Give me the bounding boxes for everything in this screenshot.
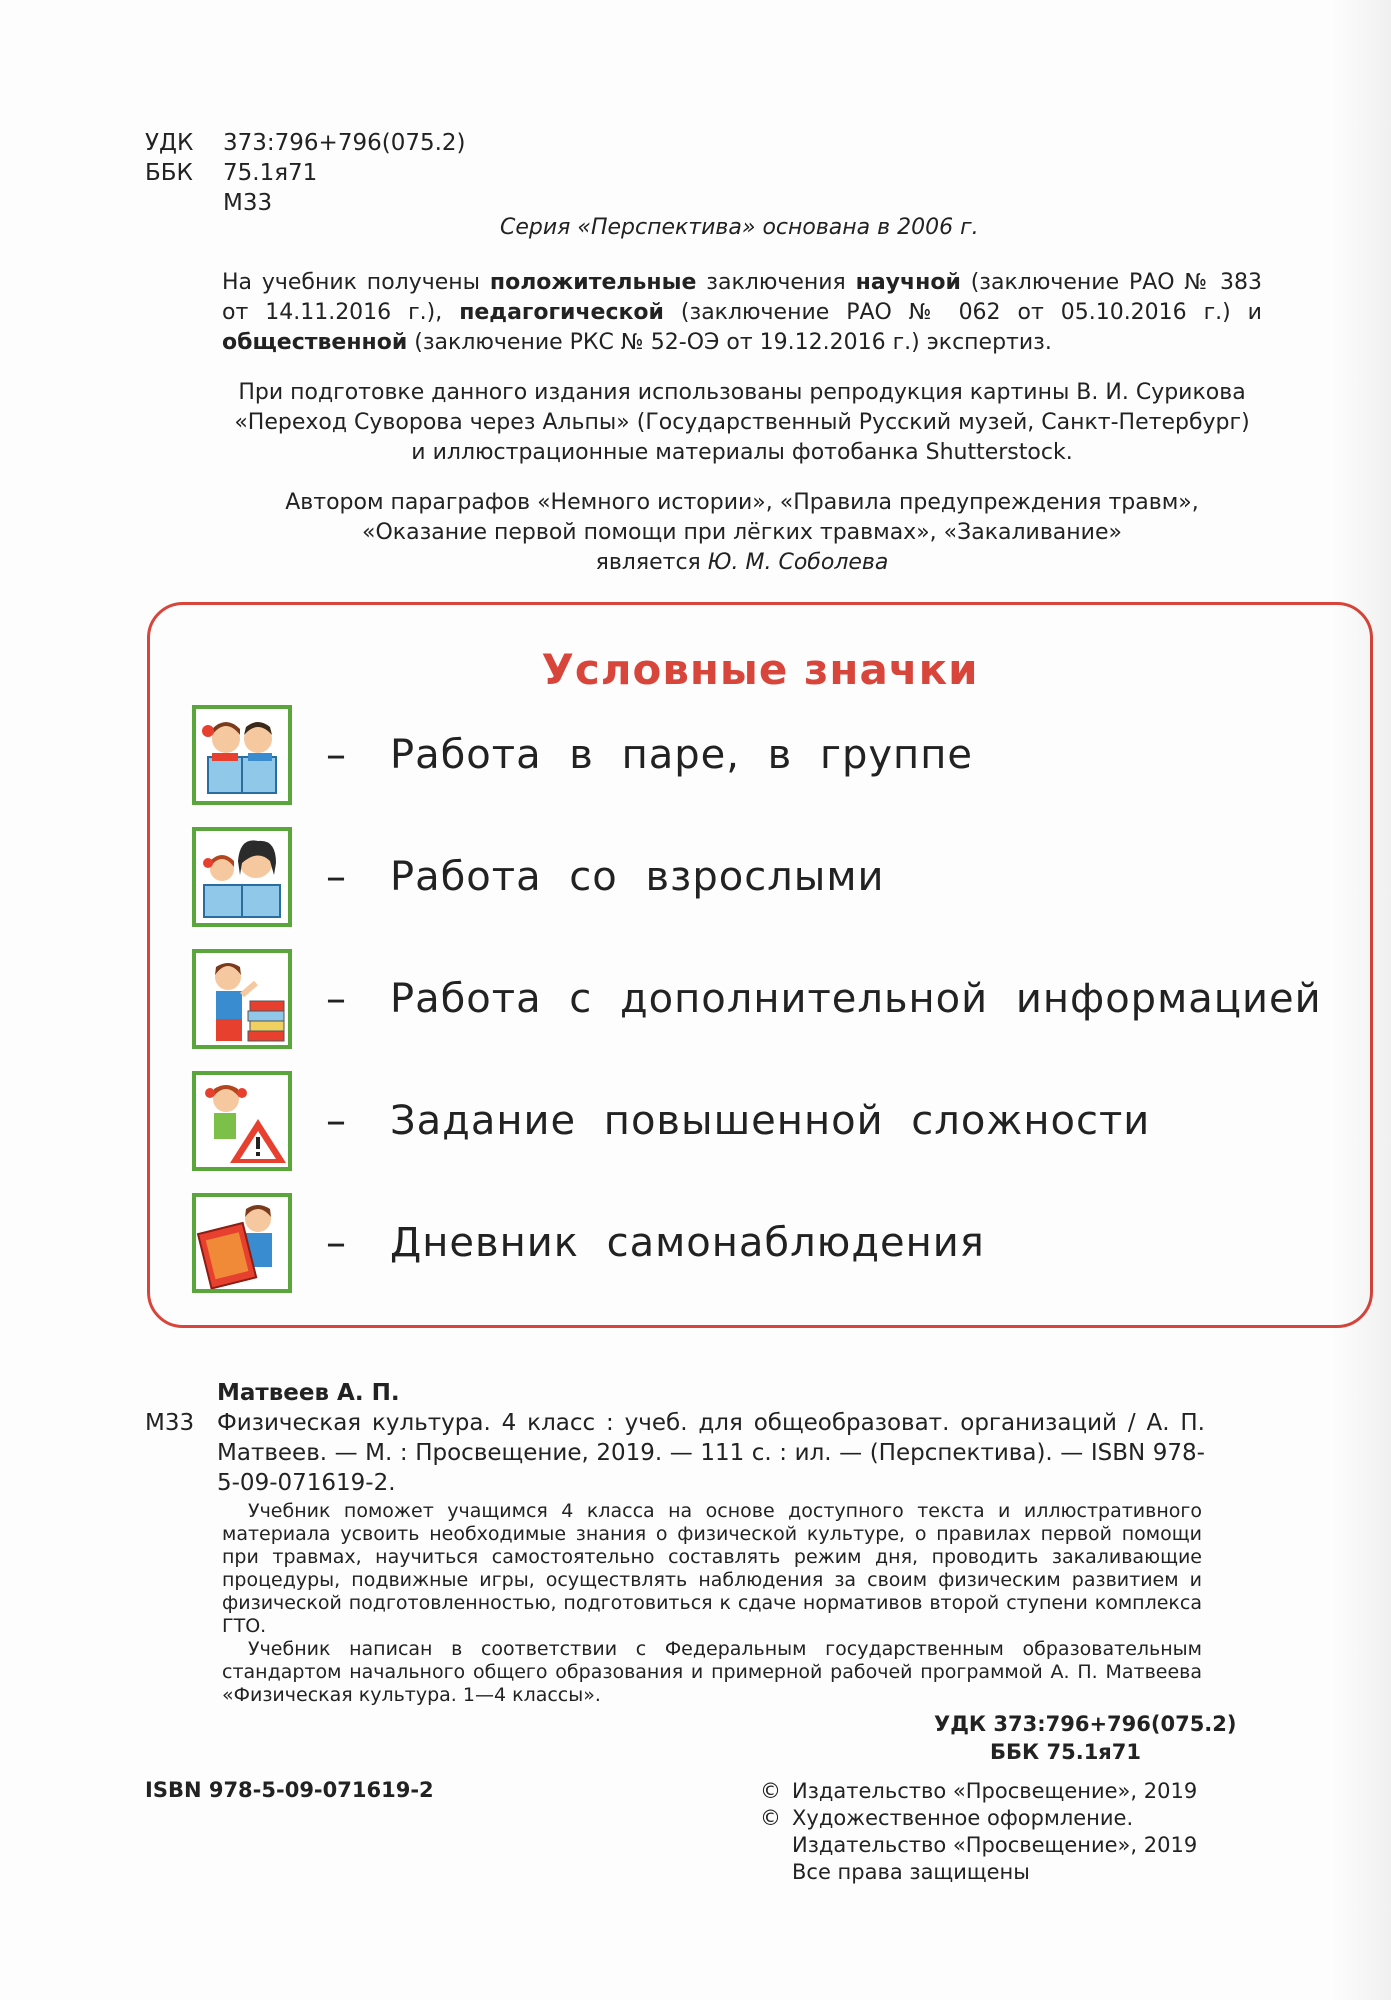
reviews-bold-2: научной <box>855 270 961 295</box>
adult-work-icon <box>192 827 292 927</box>
copyright-line: Все права защищены <box>792 1860 1030 1884</box>
bibliography-author: Матвеев А. П. <box>217 1380 400 1406</box>
author-code-row <box>145 188 466 218</box>
footer-udk: УДК 373:796+796(075.2) <box>934 1712 1237 1736</box>
reviews-bold-4: общественной <box>222 330 408 355</box>
footer-bbk: ББК 75.1я71 <box>990 1740 1142 1764</box>
author-note <box>222 488 1262 578</box>
pair-work-icon <box>192 705 292 805</box>
author-note-line: Автором параграфов «Немного истории», «Правила предупреждения травм», <box>285 490 1199 515</box>
reviews-text-4: (заключение РАО № 062 от 05.10.2016 г.) и <box>663 300 1262 325</box>
author-name: Ю. М. Соболева <box>707 550 889 575</box>
reproduction-note <box>222 378 1262 468</box>
reproduction-line: «Переход Суворова через Альпы» (Государственный Русский музей, Санкт-Петербург) <box>234 410 1250 435</box>
legend-item <box>192 947 1322 1051</box>
udk-row <box>145 128 466 158</box>
page-edge-shadow <box>1331 0 1391 2000</box>
legend-item <box>192 825 885 929</box>
reviews-bold-3: педагогической <box>459 300 664 325</box>
legend-dash: – <box>326 1098 346 1144</box>
reviews-text-5: (заключение РКС № 52-ОЭ от 19.12.2016 г.) экспертиз. <box>407 330 1052 355</box>
legend-item <box>192 703 973 807</box>
reviews-text-3: (заключение РАО № 383 от 14.11.2016 г.), <box>222 270 1263 325</box>
reviews-text-1: На учебник получены <box>222 270 490 295</box>
diary-icon <box>192 1193 292 1293</box>
legend-item <box>192 1069 1150 1173</box>
bibliography <box>145 1378 1205 1498</box>
legend-dash: – <box>326 976 346 1022</box>
author-note-line: является Ю. М. Соболева <box>595 550 889 575</box>
udk-label: УДК <box>145 130 194 156</box>
copyright-line: Издательство «Просвещение», 2019 <box>792 1833 1198 1857</box>
bibliography-entry <box>145 1408 1205 1498</box>
annotation-paragraph: Учебник написан в соответствии с Федеральным государственным образовательным стандартом начального общего образования и примерной рабочей программой А. П. Матвеева «Физическая культура. 1—4 классы». <box>222 1638 1202 1706</box>
legend-dash: – <box>326 854 346 900</box>
legend-dash: – <box>326 732 346 778</box>
reviews-paragraph <box>222 268 1262 358</box>
copyright-line: © Издательство «Просвещение», 2019 <box>760 1779 1198 1803</box>
author-code: М33 <box>223 190 273 216</box>
udk-value: 373:796+796(075.2) <box>223 130 466 156</box>
legend-label: Работа в паре, в группе <box>390 732 973 778</box>
classification-block <box>145 128 466 218</box>
footer-classification <box>934 1710 1237 1766</box>
legend-label: Дневник самонаблюдения <box>390 1220 985 1266</box>
extra-info-icon <box>192 949 292 1049</box>
annotation <box>222 1500 1202 1707</box>
bbk-value: 75.1я71 <box>223 160 318 186</box>
bibliography-description: Физическая культура. 4 класс : учеб. для общеобразоват. организаций / А. П. Матвеев. — М. : Просвещение, 2019. — 111 с. : ил. — (Перспектива). — ISBN 978-5-09-071619-2. <box>217 1410 1205 1496</box>
legend-label: Задание повышенной сложности <box>390 1098 1151 1144</box>
legend-box <box>147 602 1373 1328</box>
hard-task-icon <box>192 1071 292 1171</box>
legend-label: Работа с дополнительной информацией <box>390 976 1322 1022</box>
legend-label: Работа со взрослыми <box>390 854 885 900</box>
copyright-icon: © <box>760 1806 781 1830</box>
copyright-line: © Художественное оформление. <box>760 1806 1134 1830</box>
isbn: ISBN 978-5-09-071619-2 <box>145 1778 434 1802</box>
author-note-line: «Оказание первой помощи при лёгких травмах», «Закаливание» <box>362 520 1122 545</box>
reproduction-line: и иллюстрационные материалы фотобанка Shutterstock. <box>411 440 1073 465</box>
legend-item <box>192 1191 985 1295</box>
bbk-row <box>145 158 466 188</box>
bibliography-code: М33 <box>145 1410 195 1436</box>
legend-dash: – <box>326 1220 346 1266</box>
reviews-bold-1: положительные <box>489 270 697 295</box>
copyright-icon: © <box>760 1779 781 1803</box>
copyright-block <box>760 1778 1197 1886</box>
legend-title: Условные значки <box>541 645 979 694</box>
reviews-text-2: заключения <box>696 270 856 295</box>
annotation-paragraph: Учебник поможет учащимся 4 класса на основе доступного текста и иллюстративного материала усвоить необходимые знания о физической культуре, о правилах первой помощи при травмах, научиться самостоятельно составлять режим дня, проводить закаливающие процедуры, подвижные игры, осуществлять наблюдения за своим физическим развитием и физической подготовленностью, подготовиться к сдаче нормативов второй ступени комплекса ГТО. <box>222 1500 1202 1637</box>
reproduction-line: При подготовке данного издания использованы репродукция картины В. И. Сурикова <box>238 380 1246 405</box>
bbk-label: ББК <box>145 160 193 186</box>
series-note: Серия «Перспектива» основана в 2006 г. <box>500 215 979 240</box>
